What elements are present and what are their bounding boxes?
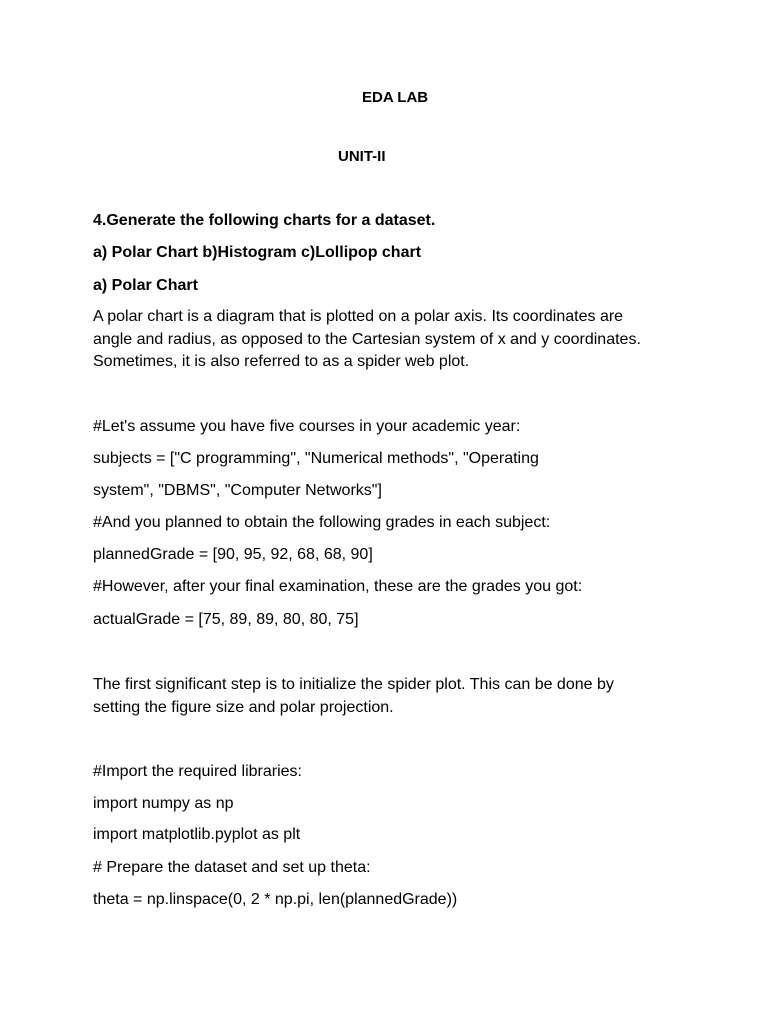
chart-parts-list: a) Polar Chart b)Histogram c)Lollipop chart — [93, 244, 422, 261]
code-subjects-line-1: subjects = ["C programming", "Numerical methods", "Operating — [93, 450, 539, 467]
code-planned-grade: plannedGrade = [90, 95, 92, 68, 68, 90] — [93, 546, 373, 563]
question-heading: 4.Generate the following charts for a dataset. — [93, 212, 436, 229]
code-comment-courses: #Let's assume you have five courses in your academic year: — [93, 418, 521, 435]
code-actual-grade: actualGrade = [75, 89, 89, 80, 80, 75] — [93, 611, 359, 628]
code-comment-import: #Import the required libraries: — [93, 763, 302, 780]
code-comment-prepare: # Prepare the dataset and set up theta: — [93, 859, 371, 876]
code-comment-planned: #And you planned to obtain the following grades in each subject: — [93, 514, 551, 531]
section-heading-polar-chart: a) Polar Chart — [93, 277, 198, 294]
step-paragraph: The first significant step is to initialize the spider plot. This can be done by setting the figure size and polar projection. — [93, 676, 614, 716]
code-import-numpy: import numpy as np — [93, 795, 234, 812]
code-theta: theta = np.linspace(0, 2 * np.pi, len(plannedGrade)) — [93, 891, 458, 908]
code-import-matplotlib: import matplotlib.pyplot as plt — [93, 826, 301, 843]
document-title: EDA LAB — [362, 89, 429, 106]
intro-paragraph: A polar chart is a diagram that is plotted on a polar axis. Its coordinates are angle and radius, as opposed to the Cartesian system of x and y coordinates. Sometimes, it is also referred to as a spider web plot. — [93, 308, 641, 370]
code-subjects-line-2: system", "DBMS", "Computer Networks"] — [93, 482, 382, 499]
code-comment-actual: #However, after your final examination, these are the grades you got: — [93, 578, 583, 595]
unit-heading: UNIT-II — [338, 148, 386, 165]
